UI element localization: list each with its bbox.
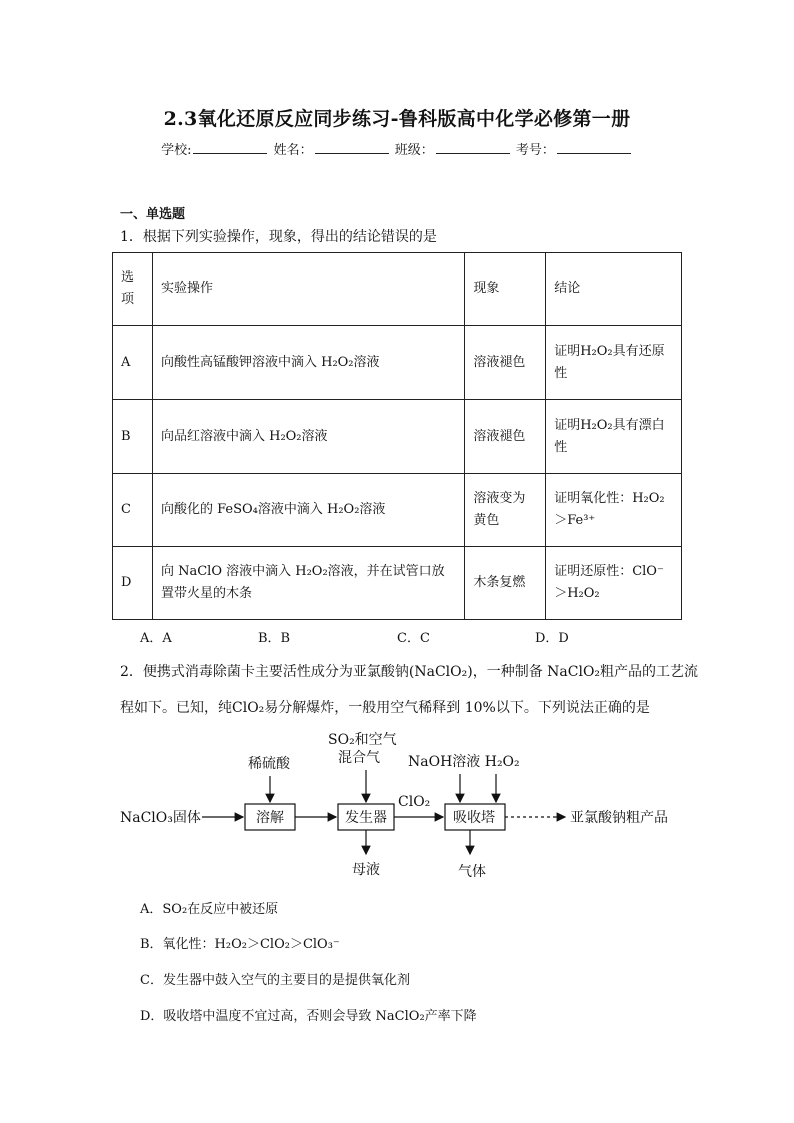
header-conclusion: 结论 [546,253,682,326]
q2-stem-line2: 程如下。已知，纯ClO₂易分解爆炸，一般用空气稀释到 10%以下。下列说法正确的是 [120,700,650,716]
label-so2-air: SO₂和空气 [328,732,397,748]
row-option: B [113,400,153,474]
q1-stem: 1．根据下列实验操作，现象，得出的结论错误的是 [120,229,437,245]
header-operation: 实验操作 [152,253,464,326]
q2-choice-a[interactable]: A．SO₂在反应中被还原 [140,902,279,917]
label-acid: 稀硫酸 [248,756,290,772]
table-row [113,474,682,547]
row-operation: 向酸化的 FeSO₄溶液中滴入 H₂O₂溶液 [152,474,464,547]
row-phenomenon: 溶液变为黄色 [465,474,546,547]
row-operation: 向 NaClO 溶液中滴入 H₂O₂溶液，并在试管口放置带火星的木条 [152,547,464,620]
page-title: 2.3氧化还原反应同步练习-鲁科版高中化学必修第一册 [163,108,631,130]
row-phenomenon: 溶液褪色 [465,326,546,400]
label-reagents: NaOH溶液 H₂O₂ [408,754,520,770]
q2-choice-d[interactable]: D．吸收塔中温度不宜过高，否则会导致 NaClO₂产率下降 [140,1009,477,1024]
header-option: 选项 [113,253,153,326]
class-blank[interactable] [436,141,510,154]
q1-table [112,252,682,620]
row-phenomenon: 溶液褪色 [465,400,546,474]
name-label: 姓名： [273,143,313,158]
school-label: 学校: [161,143,192,158]
process-flow-diagram [110,728,690,888]
q2-choice-c[interactable]: C．发生器中鼓入空气的主要目的是提供氧化剂 [140,973,410,988]
label-gas-out: 气体 [458,864,486,880]
row-operation: 向品红溶液中滴入 H₂O₂溶液 [152,400,464,474]
name-blank[interactable] [315,141,389,154]
number-blank[interactable] [557,141,631,154]
row-conclusion: 证明H₂O₂具有还原性 [546,326,682,400]
school-blank[interactable] [193,141,267,154]
q1-option-b[interactable]: B．B [258,631,291,646]
table-header-row [113,253,682,326]
label-absorber: 吸收塔 [453,810,495,826]
row-option: D [113,547,153,620]
header-phenomenon: 现象 [465,253,546,326]
row-conclusion: 证明还原性：ClO⁻＞H₂O₂ [546,547,682,620]
label-mixed-gas: 混合气 [338,750,380,766]
section-heading: 一、单选题 [120,207,186,222]
row-conclusion: 证明H₂O₂具有漂白性 [546,400,682,474]
row-phenomenon: 木条复燃 [465,547,546,620]
row-conclusion: 证明氧化性：H₂O₂＞Fe³⁺ [546,474,682,547]
row-operation: 向酸性高锰酸钾溶液中滴入 H₂O₂溶液 [152,326,464,400]
q1-option-a[interactable]: A．A [140,631,172,646]
q1-option-c[interactable]: C．C [397,631,430,646]
row-option: A [113,326,153,400]
q1-option-d[interactable]: D．D [535,631,569,646]
label-dissolve: 溶解 [256,810,284,826]
number-label: 考号： [515,143,555,158]
table-row [113,547,682,620]
class-label: 班级： [394,143,434,158]
label-generator: 发生器 [345,810,387,826]
q2-stem-line1: 2．便携式消毒除菌卡主要活性成分为亚氯酸钠(NaClO₂)，一种制备 NaClO₂粗产品的工艺流 [120,664,699,680]
label-mother-liquor: 母液 [352,862,380,878]
table-row [113,400,682,474]
row-option: C [113,474,153,547]
label-clo2: ClO₂ [398,794,431,810]
q2-choice-b[interactable]: B．氧化性：H₂O₂＞ClO₂＞ClO₃⁻ [140,937,340,952]
table-row [113,326,682,400]
label-input: NaClO₃固体 [120,810,201,826]
label-product: 亚氯酸钠粗产品 [570,810,668,826]
student-info-line [0,139,794,158]
